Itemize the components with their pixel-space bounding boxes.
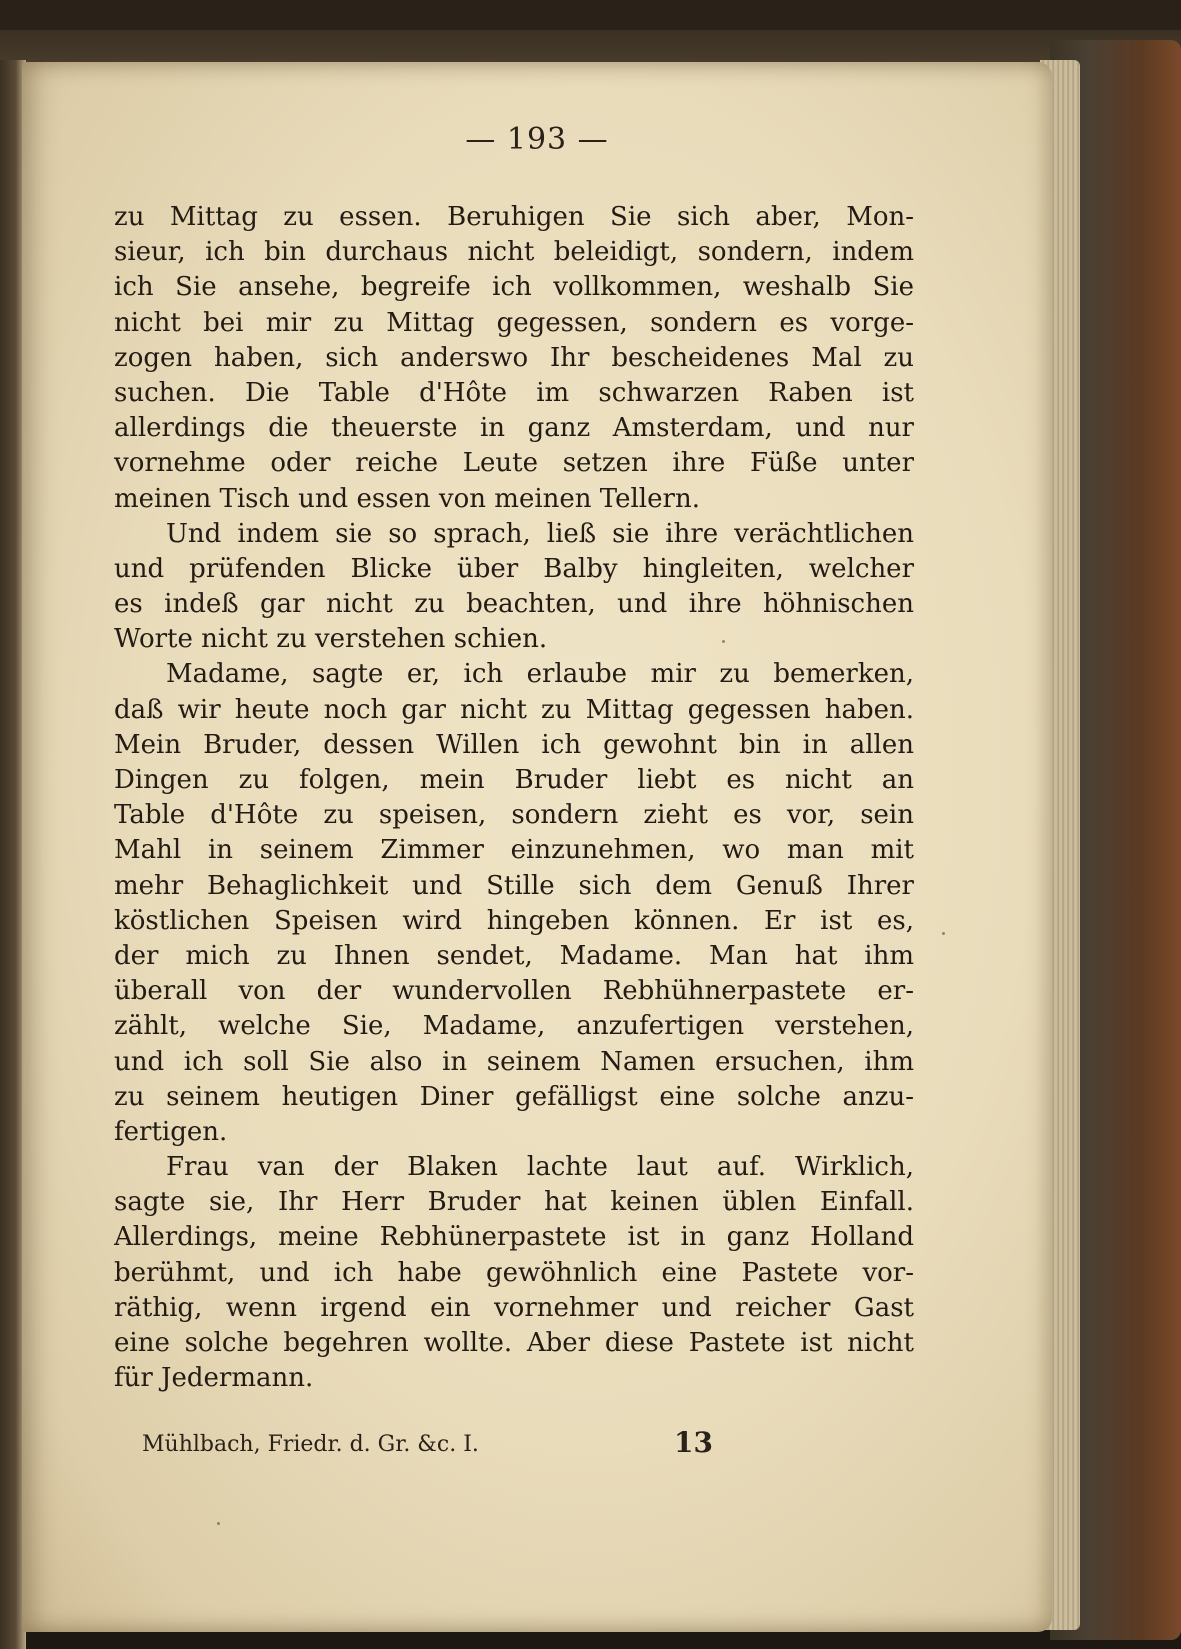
text-line: und ich soll Sie also in seinem Namen ersuchen, ihm: [114, 1046, 914, 1077]
paper-speck: [722, 640, 725, 643]
text-line: zählt, welche Sie, Madame, anzufertigen verstehen,: [114, 1011, 914, 1042]
text-line: überall von der wundervollen Rebhühnerpastete er-: [114, 976, 914, 1007]
text-line: meinen Tisch und essen von meinen Tellern.: [114, 483, 700, 514]
page-text: [114, 200, 914, 1396]
text-line: Mein Bruder, dessen Willen ich gewohnt bin in allen: [114, 729, 914, 760]
text-line: nicht bei mir zu Mittag gegessen, sondern es vorge-: [114, 307, 914, 338]
text-line: und prüfenden Blicke über Balby hingleiten, welcher: [114, 553, 914, 584]
text-line: Madame, sagte er, ich erlaube mir zu bemerken,: [166, 659, 914, 690]
text-line: der mich zu Ihnen sendet, Madame. Man hat ihm: [114, 940, 914, 971]
text-line: zu Mittag zu essen. Beruhigen Sie sich aber, Mon-: [114, 202, 914, 232]
footer-signature: Mühlbach, Friedr. d. Gr. &c. I.: [142, 1432, 479, 1457]
text-line: fertigen.: [114, 1116, 228, 1147]
text-line: für Jedermann.: [114, 1363, 314, 1394]
book-page: [22, 62, 1052, 1632]
text-line: Dingen zu folgen, mein Bruder liebt es nicht an: [114, 765, 914, 795]
paper-speck: [217, 1522, 220, 1525]
text-line: Table d'Hôte zu speisen, sondern zieht es vor, sein: [114, 800, 914, 831]
text-line: Worte nicht zu verstehen schien.: [114, 624, 548, 655]
text-line: mehr Behaglichkeit und Stille sich dem Genuß Ihrer: [114, 870, 914, 901]
text-line: zogen haben, sich anderswo Ihr bescheidenes Mal zu: [114, 342, 914, 373]
text-line: berühmt, und ich habe gewöhnlich eine Pastete vor-: [114, 1257, 914, 1288]
text-line: ich Sie ansehe, begreife ich vollkommen, weshalb Sie: [114, 272, 914, 303]
footer-sheet-number: 13: [674, 1426, 713, 1459]
text-line: es indeß gar nicht zu beachten, und ihre höhnischen: [114, 589, 914, 620]
text-line: Frau van der Blaken lachte laut auf. Wirklich,: [166, 1152, 914, 1183]
page-number: — 193 —: [465, 122, 609, 157]
text-line: Und indem sie so sprach, ließ sie ihre verächtlichen: [166, 518, 914, 549]
text-line: allerdings die theuerste in ganz Amsterdam, und nur: [114, 413, 914, 444]
text-line: eine solche begehren wollte. Aber diese Pastete ist nicht: [114, 1328, 914, 1358]
text-line: köstlichen Speisen wird hingeben können. Er ist es,: [114, 905, 914, 936]
text-line: Allerdings, meine Rebhünerpastete ist in ganz Holland: [114, 1222, 914, 1253]
text-line: vornehme oder reiche Leute setzen ihre Füße unter: [114, 448, 914, 479]
paper-speck: [942, 932, 945, 935]
text-line: räthig, wenn irgend ein vornehmer und reicher Gast: [114, 1292, 914, 1323]
text-line: daß wir heute noch gar nicht zu Mittag gegessen haben.: [114, 694, 914, 725]
text-line: sagte sie, Ihr Herr Bruder hat keinen üblen Einfall.: [114, 1187, 914, 1218]
text-line: sieur, ich bin durchaus nicht beleidigt, sondern, indem: [114, 237, 914, 268]
text-line: zu seinem heutigen Diner gefälligst eine solche anzu-: [114, 1081, 914, 1112]
text-line: suchen. Die Table d'Hôte im schwarzen Raben ist: [114, 377, 914, 408]
text-line: Mahl in seinem Zimmer einzunehmen, wo man mit: [114, 835, 914, 866]
